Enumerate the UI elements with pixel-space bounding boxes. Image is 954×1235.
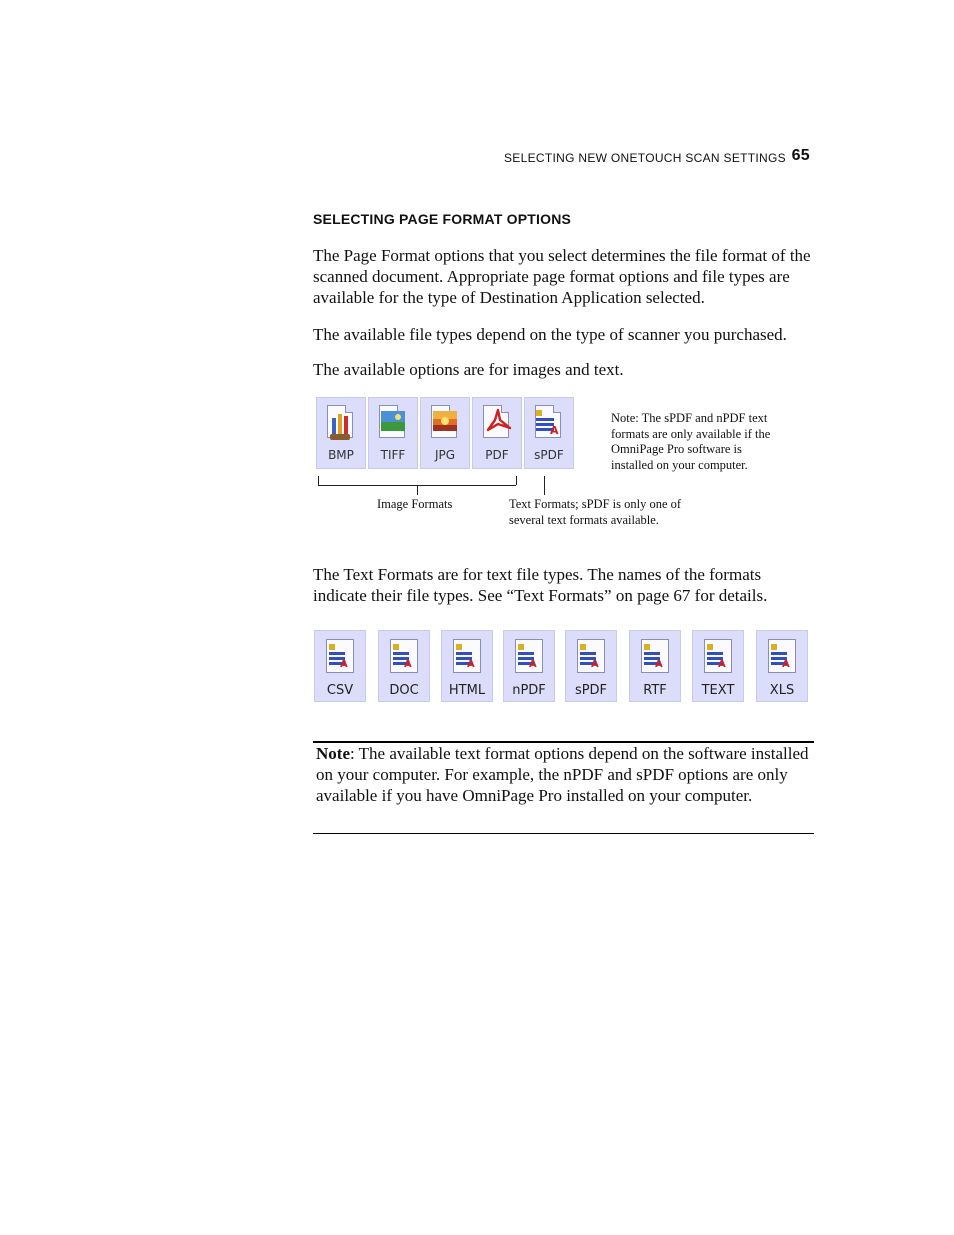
bmp-paint-icon <box>326 406 356 442</box>
svg-text:A: A <box>591 659 599 668</box>
text-format-icon <box>580 644 602 668</box>
format-label: sPDF <box>574 683 608 698</box>
paragraph-file-types: The available file types depend on the type of scanner you purchased. <box>313 325 787 344</box>
bracket-right-tick <box>516 476 517 485</box>
html-format-button[interactable] <box>441 630 493 702</box>
text-format-icon <box>393 644 415 668</box>
document-icon <box>326 639 354 673</box>
caption-image-formats: Image Formats <box>377 497 453 511</box>
spdf-format-button[interactable] <box>565 630 617 702</box>
document-icon <box>515 639 543 673</box>
page-number: 65 <box>791 147 810 164</box>
xls-format-button[interactable] <box>756 630 808 702</box>
image-format-icons <box>316 397 578 473</box>
pdf-acrobat-icon <box>484 408 512 436</box>
paragraph-page-format-intro: The Page Format options that you select determines the file format of the scanned document. Appropriate page format options and file types are available for the type of Destination Application selected. <box>313 246 811 307</box>
pdf-format-button[interactable] <box>472 397 522 469</box>
npdf-format-button[interactable] <box>503 630 555 702</box>
format-label: TEXT <box>701 683 735 698</box>
note-text: : The available text format options depend on the software installed on your computer. For example, the nPDF and sPDF options are only available if you have OmniPage Pro installed on your computer. <box>316 744 809 805</box>
paragraph-options: The available options are for images and text. <box>313 360 624 379</box>
svg-text:A: A <box>529 659 537 668</box>
svg-text:A: A <box>718 659 726 668</box>
text-format-icon <box>456 644 478 668</box>
csv-format-button[interactable] <box>314 630 366 702</box>
caption-text-formats: Text Formats; sPDF is only one of several text formats available. <box>509 497 682 527</box>
jpg-sunset-icon <box>433 411 459 435</box>
running-title: SELECTING NEW ONETOUCH SCAN SETTINGS <box>504 151 786 165</box>
tiff-format-button[interactable] <box>368 397 418 469</box>
running-header <box>504 148 810 168</box>
document-icon <box>453 639 481 673</box>
svg-text:A: A <box>340 659 348 668</box>
document-icon <box>704 639 732 673</box>
format-label: RTF <box>643 683 667 698</box>
format-label: sPDF <box>534 448 564 462</box>
format-label: PDF <box>485 448 509 462</box>
text-format-icon <box>707 644 729 668</box>
rtf-format-button[interactable] <box>629 630 681 702</box>
bmp-format-button[interactable] <box>316 397 366 469</box>
tiff-landscape-icon <box>381 411 407 435</box>
spdf-format-button[interactable] <box>524 397 574 469</box>
text-format-icons <box>314 630 808 704</box>
note-label: Note <box>316 744 350 763</box>
document-icon <box>641 639 669 673</box>
paragraph-text-formats: The Text Formats are for text file types. The names of the formats indicate their file types. See “Text Formats” on page 67 for details. <box>313 565 768 605</box>
document-icon <box>390 639 418 673</box>
text-format-icon <box>518 644 540 668</box>
doc-format-button[interactable] <box>378 630 430 702</box>
side-note: Note: The sPDF and nPDF text formats are only available if the OmniPage Pro software is installed on your computer. <box>611 411 771 472</box>
format-label: nPDF <box>512 683 546 698</box>
document-icon <box>577 639 605 673</box>
svg-text:A: A <box>550 424 559 436</box>
spdf-pointer-line <box>544 476 545 495</box>
svg-text:A: A <box>404 659 412 668</box>
format-label: BMP <box>328 448 354 462</box>
text-format-button[interactable] <box>692 630 744 702</box>
text-format-icon <box>329 644 351 668</box>
format-label: TIFF <box>380 448 406 462</box>
note-bottom-rule <box>313 833 814 834</box>
format-label: DOC <box>389 683 419 698</box>
text-format-icon <box>644 644 666 668</box>
bracket-left-tick <box>318 476 319 485</box>
section-title: SELECTING PAGE FORMAT OPTIONS <box>313 211 572 227</box>
svg-text:A: A <box>782 659 790 668</box>
document-icon <box>768 639 796 673</box>
note-box <box>316 743 812 806</box>
svg-text:A: A <box>467 659 475 668</box>
format-label: JPG <box>434 448 456 462</box>
format-label: CSV <box>326 683 354 698</box>
spdf-text-icon <box>536 408 562 436</box>
format-label: XLS <box>769 683 795 698</box>
jpg-format-button[interactable] <box>420 397 470 469</box>
svg-text:A: A <box>655 659 663 668</box>
bracket-center-stem <box>417 485 418 495</box>
format-label: HTML <box>448 683 486 698</box>
text-format-icon <box>771 644 793 668</box>
